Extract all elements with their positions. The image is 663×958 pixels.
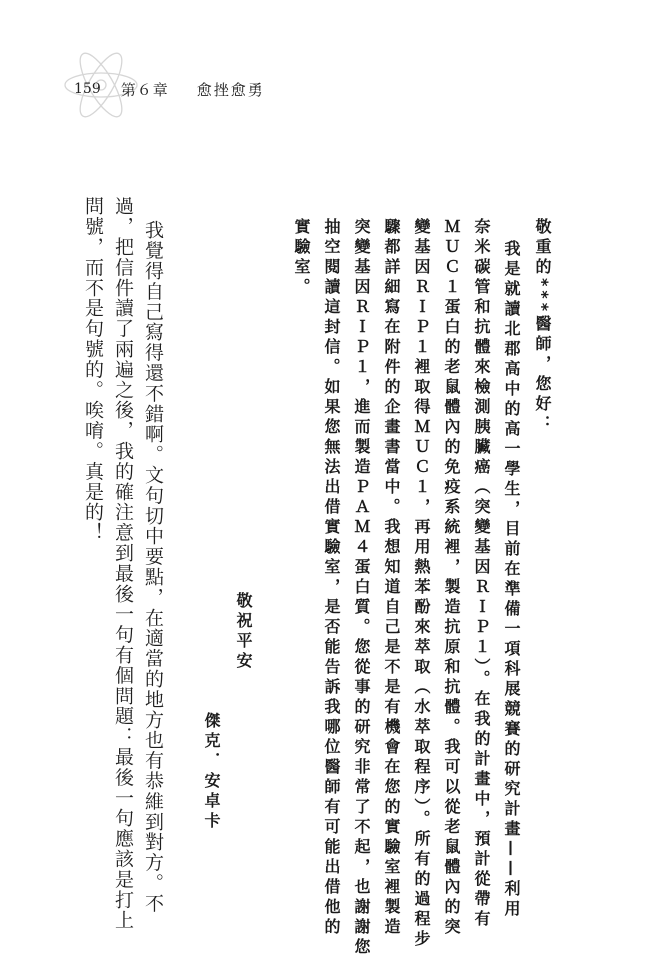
letter-line: 我是就讀北郡高中的高一學生，目前在準備一項科展競賽的研究計畫——利用 <box>502 240 521 920</box>
letter-closing: 敬祝平安 <box>234 592 253 672</box>
commentary-line: 我覺得自己寫得還不錯啊。文句切中要點，在適當的地方也有恭維到對方。不 <box>142 220 164 914</box>
letter-line: 奈米碳管和抗體來檢測胰臟癌（突變基因ＲＩＰ１）。在我的計畫中，預計從帶有 <box>472 218 491 930</box>
letter-line: ＭＵＣ１蛋白的老鼠體內的免疫系統裡，製造抗原和抗體。我可以從老鼠體內的突 <box>442 218 461 938</box>
chapter-label: 第６章 <box>120 80 169 99</box>
commentary-line: 過，把信件讀了兩遍之後，我的確注意到最後一句有個問題：最後一句應該是打上 <box>112 196 134 931</box>
commentary-line: 問號，而不是句號的。唉唷。真是的！ <box>82 196 104 543</box>
letter-line: 突變基因ＲＩＰ１，進而製造ＰＡＭ４蛋白質。您從事的研究非常了不起，也謝謝您 <box>352 218 371 958</box>
letter-line: 抽空閱讀這封信。如果您無法出借實驗室，是否能告訴我哪位醫師有可能出借他的 <box>322 218 341 938</box>
letter-line: 驟都詳細寫在附件的企畫書當中。我想知道自己是不是有機會在您的實驗室裡製造 <box>382 218 401 938</box>
page-number: 159 <box>74 81 101 97</box>
running-header <box>74 78 265 100</box>
chapter-title: 愈挫愈勇 <box>196 80 265 99</box>
letter-line: 實驗室。 <box>292 218 311 298</box>
letter-salutation: 敬重的***醫師，您好： <box>533 218 552 436</box>
letter-line: 變基因ＲＩＰ１裡取得ＭＵＣ１，再用熱苯酚來萃取（水萃取程序）。所有的過程步 <box>412 218 431 950</box>
letter-signature: 傑克．安卓卡 <box>202 712 221 832</box>
